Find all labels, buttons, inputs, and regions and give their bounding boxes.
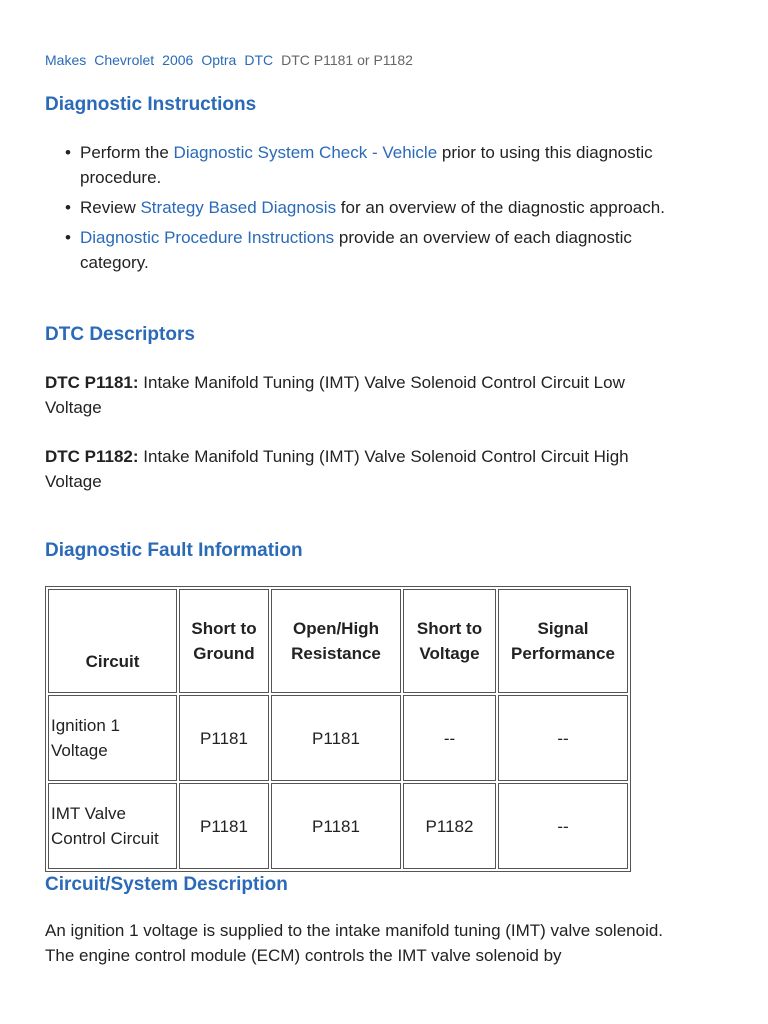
dtc-code: DTC P1181:: [45, 373, 139, 392]
breadcrumb-link-dtc[interactable]: DTC: [244, 52, 274, 68]
bullet-text-pre: Perform the: [80, 143, 174, 162]
breadcrumb: [45, 52, 413, 68]
breadcrumb-link-makes[interactable]: Makes: [45, 52, 87, 68]
bullet-dot: •: [65, 198, 71, 217]
bullet-text-post: prior to using this diagnostic procedure.: [80, 143, 653, 187]
table-cell: P1181: [271, 695, 401, 781]
header-line: Circuit: [85, 652, 140, 671]
diagnostic-system-check-link[interactable]: Diagnostic System Check - Vehicle: [173, 143, 438, 162]
list-item: [45, 140, 685, 190]
list-item: [45, 195, 685, 220]
list-item: [45, 225, 685, 275]
dtc-description: Intake Manifold Tuning (IMT) Valve Solenoid Control Circuit High Voltage: [45, 447, 629, 491]
dtc-descriptors-heading: DTC Descriptors: [45, 324, 195, 345]
breadcrumb-current: DTC P1181 or P1182: [281, 52, 413, 68]
dtc-code: DTC P1182:: [45, 447, 139, 466]
circuit-line: Voltage: [51, 741, 108, 760]
diagnostic-instructions-heading: Diagnostic Instructions: [45, 94, 257, 115]
header-line: Voltage: [419, 644, 480, 663]
header-line: Short to: [416, 619, 483, 638]
diagnostic-fault-information-heading: Diagnostic Fault Information: [45, 540, 303, 561]
bullet-dot: •: [65, 143, 71, 162]
fault-information-table: [45, 586, 631, 872]
circuit-cell: [48, 783, 177, 869]
header-line: Ground: [193, 644, 255, 663]
table-cell: P1181: [179, 783, 269, 869]
circuit-description-text: An ignition 1 voltage is supplied to the intake manifold tuning (IMT) valve solenoid. The engine control module (ECM) controls the IMT valve solenoid by: [45, 921, 664, 965]
table-row: [48, 783, 628, 869]
dtc-description: Intake Manifold Tuning (IMT) Valve Solenoid Control Circuit Low Voltage: [45, 373, 625, 417]
diagnostic-procedure-instructions-link[interactable]: Diagnostic Procedure Instructions: [80, 228, 335, 247]
bullet-text-post: provide an overview of each diagnostic category.: [80, 228, 632, 272]
column-header-circuit: [48, 589, 177, 693]
circuit-system-description-heading: Circuit/System Description: [45, 874, 288, 895]
table-cell: --: [498, 695, 628, 781]
circuit-line: Ignition 1: [51, 716, 120, 735]
breadcrumb-link-optra[interactable]: Optra: [201, 52, 237, 68]
column-header-open-high-resistance: [271, 589, 401, 693]
table-header-row: [48, 589, 628, 693]
dtc-descriptor-p1182: [45, 444, 685, 494]
circuit-line: Control Circuit: [51, 829, 159, 848]
strategy-based-diagnosis-link[interactable]: Strategy Based Diagnosis: [140, 198, 337, 217]
header-line: Performance: [511, 644, 615, 663]
header-line: Short to: [191, 619, 257, 638]
header-line: Open/High: [293, 619, 379, 638]
table-cell: P1181: [271, 783, 401, 869]
header-line: Signal: [537, 619, 589, 638]
dtc-descriptor-p1181: [45, 370, 685, 420]
header-line: Resistance: [291, 644, 381, 663]
bullet-text-pre: Review: [80, 198, 141, 217]
column-header-short-to-voltage: [403, 589, 496, 693]
circuit-line: IMT Valve: [51, 804, 126, 823]
breadcrumb-link-2006[interactable]: 2006: [162, 52, 194, 68]
bullet-text-post: for an overview of the diagnostic approach.: [336, 198, 665, 217]
column-header-short-to-ground: [179, 589, 269, 693]
column-header-signal-performance: [498, 589, 628, 693]
bullet-dot: •: [65, 228, 71, 247]
breadcrumb-link-chevrolet[interactable]: Chevrolet: [94, 52, 155, 68]
table-cell: --: [403, 695, 496, 781]
circuit-cell: [48, 695, 177, 781]
table-cell: P1182: [403, 783, 496, 869]
table-cell: P1181: [179, 695, 269, 781]
table-row: [48, 695, 628, 781]
table-cell: --: [498, 783, 628, 869]
diagnostic-instructions-list: [45, 140, 685, 280]
